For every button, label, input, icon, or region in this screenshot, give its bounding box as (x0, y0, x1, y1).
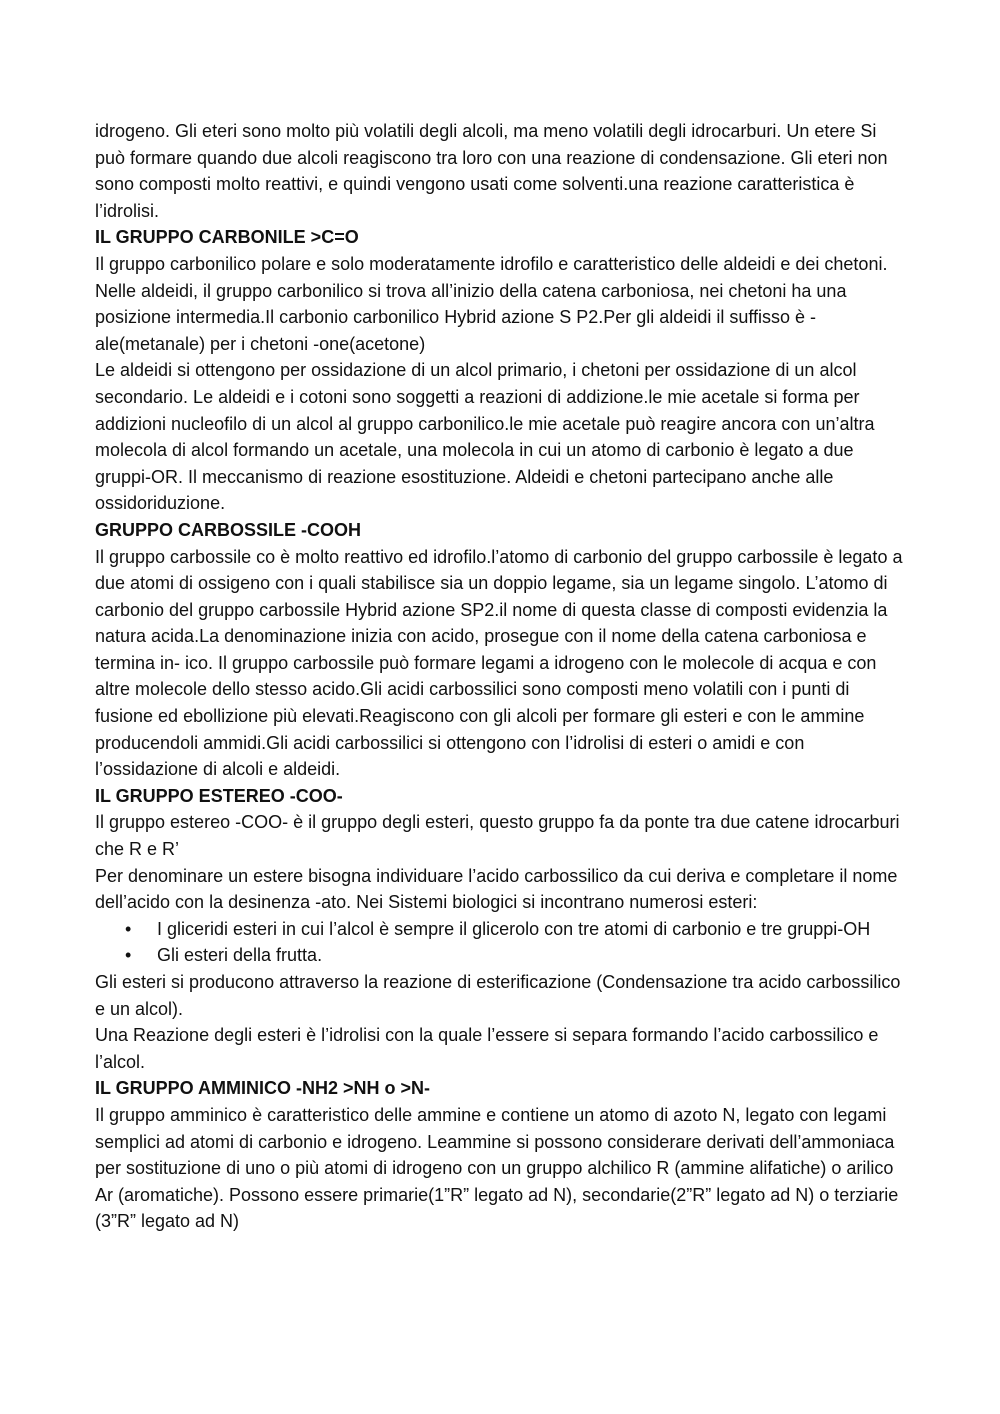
document-page (95, 118, 907, 1235)
list-item (125, 916, 907, 943)
bullet-icon: • (125, 945, 132, 966)
paragraph-carbonile-intro: Il gruppo carbonilico polare e solo moderatamente idrofilo e caratteristico delle aldeidi e dei chetoni. Nelle aldeidi, il gruppo carbonilico si trova all’inizio della catena carboniosa, nei chetoni ha una posizione intermedia.Il carbonio carbonilico Hybrid azione S P2.Per gli aldeidi il suffisso è -ale(metanale) per i chetoni -one(acetone) (95, 253, 888, 354)
paragraph-idrolisi-esteri: Una Reazione degli esteri è l’idrolisi con la quale l’essere si separa formando l’acido carbossilico e l’alcol. (95, 1025, 879, 1072)
paragraph-denominazione-esteri: Per denominare un estere bisogna individuare l’acido carbossilico da cui deriva e completare il nome dell’acido con la desinenza -ato. Nei Sistemi biologici si incontrano numerosi esteri: (95, 865, 898, 913)
heading-gruppo-carbossile: GRUPPO CARBOSSILE -COOH (95, 519, 362, 540)
paragraph-estereo-intro: Il gruppo estereo -COO- è il gruppo degli esteri, questo gruppo fa da ponte tra due catene idrocarburi che R e R’ (95, 812, 900, 860)
heading-gruppo-amminico: IL GRUPPO AMMINICO -NH2 >NH o >N- (95, 1078, 431, 1099)
paragraph-eteri: idrogeno. Gli eteri sono molto più volatili degli alcoli, ma meno volatili degli idrocarburi. Un etere Si può formare quando due alcoli reagiscono tra loro con una reazione di condensazione. Gli eteri non sono composti molto reattivi, e quindi vengono usati come solventi.una reazione caratteristica è l’idrolisi. (95, 121, 888, 221)
paragraph-carbossile: Il gruppo carbossile co è molto reattivo ed idrofilo.l’atomo di carbonio del gruppo carbossile è legato a due atomi di ossigeno con i quali stabilisce sia un doppio legame, sia un legame singolo. L’atomo di carbonio del gruppo carbossile Hybrid azione SP2.il nome di questa classe di composti evidenzia la natura acida.La denominazione inizia con acido, prosegue con il nome della catena carboniosa e termina in- ico. Il gruppo carbossile può formare legami a idrogeno con le molecole di acqua e con altre molecole dello stesso acido.Gli acidi carbossilici sono composti meno volatili con i punti di fusione ed ebollizione più elevati.Reagiscono con gli alcoli per formare gli esteri e con le ammine producendoli ammidi.Gli acidi carbossilici si ottengono con l’idrolisi di esteri o amidi e con l’ossidazione di alcoli e aldeidi. (95, 546, 903, 780)
esteri-list (95, 916, 907, 969)
heading-gruppo-estereo: IL GRUPPO ESTEREO -COO- (95, 785, 343, 806)
bullet-icon: • (125, 918, 132, 939)
paragraph-esterificazione: Gli esteri si producono attraverso la reazione di esterificazione (Condensazione tra acido carbossilico e un alcol). (95, 972, 901, 1019)
list-item-text: Gli esteri della frutta. (157, 945, 323, 966)
heading-gruppo-carbonile: IL GRUPPO CARBONILE >C=O (95, 227, 359, 248)
paragraph-aldeidi-chetoni: Le aldeidi si ottengono per ossidazione di un alcol primario, i chetoni per ossidazione di un alcol secondario. Le aldeidi e i cotoni sono soggetti a reazioni di addizione.le mie acetale si forma per addizioni nucleofilo di un alcol al gruppo carbonilico.le mie acetale può reagire ancora con un’altra molecola di alcol formando un acetale, una molecola in cui un atomo di carbonio è legato a due gruppi-OR. Il meccanismo di reazione esostituzione. Aldeidi e chetoni partecipano anche alle ossidoriduzione. (95, 360, 875, 514)
list-item (125, 942, 907, 969)
list-item-text: I gliceridi esteri in cui l’alcol è sempre il glicerolo con tre atomi di carbonio e tre gruppi-OH (157, 918, 871, 939)
paragraph-amminico: Il gruppo amminico è caratteristico delle ammine e contiene un atomo di azoto N, legato con legami semplici ad atomi di carbonio e idrogeno. Leammine si possono considerare derivati dell’ammoniaca per sostituzione di uno o più atomi di idrogeno con un gruppo alchilico R (ammine alifatiche) o arilico Ar (aromatiche). Possono essere primarie(1”R” legato ad N), secondarie(2”R” legato ad N) o terziarie (3”R” legato ad N) (95, 1104, 899, 1232)
